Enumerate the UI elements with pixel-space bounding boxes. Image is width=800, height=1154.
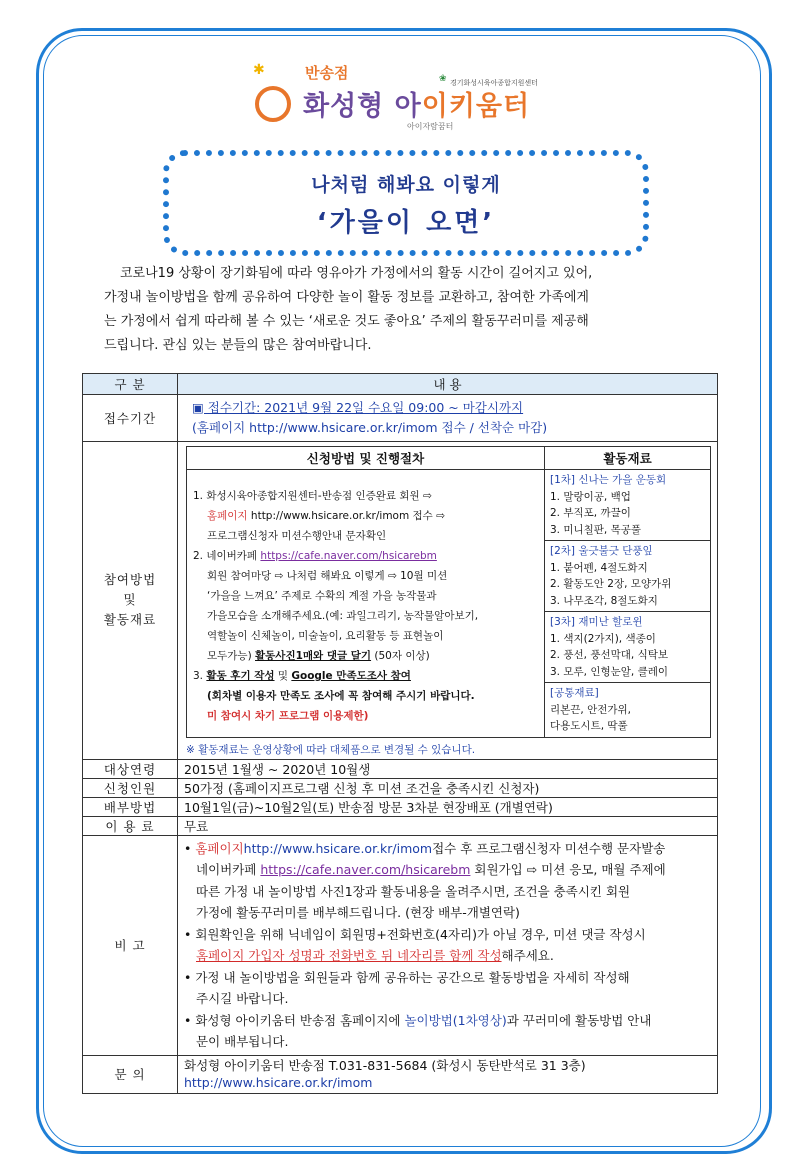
info-table bbox=[82, 373, 718, 1094]
remarks-cafe-link[interactable]: https://cafe.naver.com/hsicarebm bbox=[260, 862, 471, 877]
row-remarks: 비 고 • 홈페이지http://www.hsicare.or.kr/imom접수 후 프로그램신청자 미션수행 문자발송 네이버카페 https://cafe.naver.com/hsicarebm 회원가입 ⇨ 미션 응모, 매월 주제에 따른 가정 내 놀이방법 사진1장과 활동내용을 올려주시면, 조건을 충족시킨 회원 가정에 활동꾸러미를 배부해드립니다. (현장 배부-개별연락) • 회원확인을 위해 닉네임이 회원명+전화번호(4자리)가 아닐 경우, 미션 댓글 작성시 홈페이지 가입자 성명과 전화번호 뒤 네자리를 함께 작성해주세요. • 가정 내 놀이방법을 회원들과 함께 공유하는 공간으로 활동방법을 자세히 작성해 주시길 바랍니다. • 화성형 아이키움터 반송점 홈페이지에 놀이방법(1차영상)과 꾸러미에 활동방법 안내 문이 배부됩니다. bbox=[83, 835, 718, 1055]
remarks-content: • 홈페이지http://www.hsicare.or.kr/imom접수 후 프로그램신청자 미션수행 문자발송 네이버카페 https://cafe.naver.com/hsicarebm 회원가입 ⇨ 미션 응모, 매월 주제에 따른 가정 내 놀이방법 사진1장과 활동내용을 올려주시면, 조건을 충족시킨 회원 가정에 활동꾸러미를 배부해드립니다. (현장 배부-개별연락) • 회원확인을 위해 닉네임이 회원명+전화번호(4자리)가 아닐 경우, 미션 댓글 작성시 홈페이지 가입자 성명과 전화번호 뒤 네자리를 함께 작성해주세요. • 가정 내 놀이방법을 회원들과 함께 공유하는 공간으로 활동방법을 자세히 작성해 주시길 바랍니다. • 화성형 아이키움터 반송점 홈페이지에 놀이방법(1차영상)과 꾸러미에 활동방법 안내 문이 배부됩니다. bbox=[178, 835, 718, 1055]
row-count: 신청인원 50가정 (홈페이지프로그램 신청 후 미션 조건을 충족시킨 신청자) bbox=[83, 778, 718, 797]
header-content: 내 용 bbox=[178, 374, 718, 395]
header-category: 구 분 bbox=[83, 374, 178, 395]
contact-link[interactable]: http://www.hsicare.or.kr/imom bbox=[184, 1075, 373, 1090]
materials-note: ※ 활동재료는 운영상황에 따라 대체품으로 변경될 수 있습니다. bbox=[186, 743, 476, 756]
materials-set-3: [3차] 재미난 할로윈 1. 색지(2가지), 색종이 2. 풍선, 풍선막대, 식탁보 3. 모루, 인형눈알, 클레이 bbox=[545, 612, 710, 683]
fee-value: 무료 bbox=[178, 816, 718, 835]
star-icon: ✱ bbox=[253, 62, 265, 78]
procedure-steps: 1. 화성시육아종합지원센터-반송점 인증완료 회원 ⇨ 홈페이지 http://www.hsicare.or.kr/imom 접수 ⇨ 프로그램신청자 미션수행안내 문자확인 2. 네이버카페 https://cafe.naver.com/hsicarebm 회원 참여마당 ⇨ 나처럼 해봐요 이렇게 ⇨ 10월 미션 ‘가을을 느껴요’ 주제로 수확의 계절 가을 농작물과 가을모습을 소개해주세요.(예: 과일그리기, 농작물알아보기, 역할놀이 신체놀이, 미술놀이, 요리활동 등 표현놀이 모두가능) 활동사진1매와 댓글 달기 (50자 이상) 3. 활동 후기 작성 및 Google 만족도조사 참여 (회차별 이용자 만족도 조사에 꼭 참여해 주시기 바랍니다. 미 참여시 차기 프로그램 이용제한) bbox=[187, 470, 545, 738]
title-box bbox=[163, 150, 649, 256]
row-fee: 이 용 료 무료 bbox=[83, 816, 718, 835]
row-age: 대상연령 2015년 1월생 ~ 2020년 10월생 bbox=[83, 759, 718, 778]
cafe-link[interactable]: https://cafe.naver.com/hsicarebm bbox=[260, 550, 437, 563]
materials-set-1: [1차] 신나는 가을 운동회 1. 말랑이공, 백업 2. 부직포, 까끌이 3. 미니칠판, 목공풀 bbox=[545, 470, 710, 541]
title-line1: 나처럼 해봐요 이렇게 bbox=[311, 174, 501, 196]
table-header-row bbox=[83, 374, 718, 395]
logo-branch: 반송점 bbox=[305, 64, 349, 82]
participation-label: 참여방법 및 활동재료 bbox=[83, 442, 178, 760]
materials-set-2: [2차] 울긋불긋 단풍잎 1. 붙어펜, 4절도화지 2. 활동도안 2장, 모양가위 3. 나무조각, 8절도화지 bbox=[545, 541, 710, 612]
logo-tagline: 아이자람꿈터 bbox=[407, 122, 454, 131]
materials-common: [공통재료] 리본끈, 안전가위, 다용도시트, 딱풀 bbox=[550, 687, 632, 732]
logo-org: 경기화성시육아종합지원센터 bbox=[450, 79, 538, 87]
logo bbox=[255, 60, 555, 140]
age-value: 2015년 1월생 ~ 2020년 10월생 bbox=[178, 759, 718, 778]
row-reception bbox=[83, 395, 718, 442]
logo-title: 화성형 아이키움터 bbox=[303, 91, 531, 122]
row-distribution: 배부방법 10월1일(금)~10월2일(토) 반송점 방문 3차분 현장배포 (개별연락) bbox=[83, 797, 718, 816]
participation-inner-table bbox=[186, 446, 711, 738]
reception-label: 접수기간 bbox=[83, 395, 178, 442]
count-value: 50가정 (홈페이지프로그램 신청 후 미션 조건을 충족시킨 신청자) bbox=[178, 778, 718, 797]
intro-paragraph: 코로나19 상황이 장기화됨에 따라 영유아가 가정에서의 활동 시간이 길어지고 있어, 가정내 놀이방법을 함께 공유하여 다양한 놀이 활동 정보를 교환하고, 참여한 가족에게 는 가정에서 쉽게 따라해 볼 수 있는 ‘새로운 것도 좋아요’ 주제의 활동꾸러미를 제공해 드립니다. 관심 있는 분들의 많은 참여바랍니다. bbox=[104, 266, 593, 353]
smile-face-icon bbox=[255, 86, 291, 122]
distribution-value: 10월1일(금)~10월2일(토) 반송점 방문 3차분 현장배포 (개별연락) bbox=[178, 797, 718, 816]
procedure-header: 신청방법 및 진행절차 bbox=[187, 447, 545, 470]
leaf-icon: ❀ bbox=[439, 74, 447, 84]
row-participation bbox=[83, 442, 718, 760]
contact-info: 화성형 아이키움터 반송점 T.031-831-5684 (화성시 동탄반석로 31 3층) bbox=[184, 1058, 586, 1073]
row-contact: 문 의 화성형 아이키움터 반송점 T.031-831-5684 (화성시 동탄반석로 31 3층) http://www.hsicare.or.kr/imom bbox=[83, 1055, 718, 1093]
reception-period: ▣ 접수기간: 2021년 9월 22일 수요일 09:00 ~ 마감시까지 bbox=[192, 400, 524, 415]
reception-note: (홈페이지 http://www.hsicare.or.kr/imom 접수 / 선착순 마감) bbox=[192, 420, 548, 435]
title-line2: ‘가을이 오면’ bbox=[316, 208, 496, 238]
materials-header: 활동재료 bbox=[545, 447, 711, 470]
